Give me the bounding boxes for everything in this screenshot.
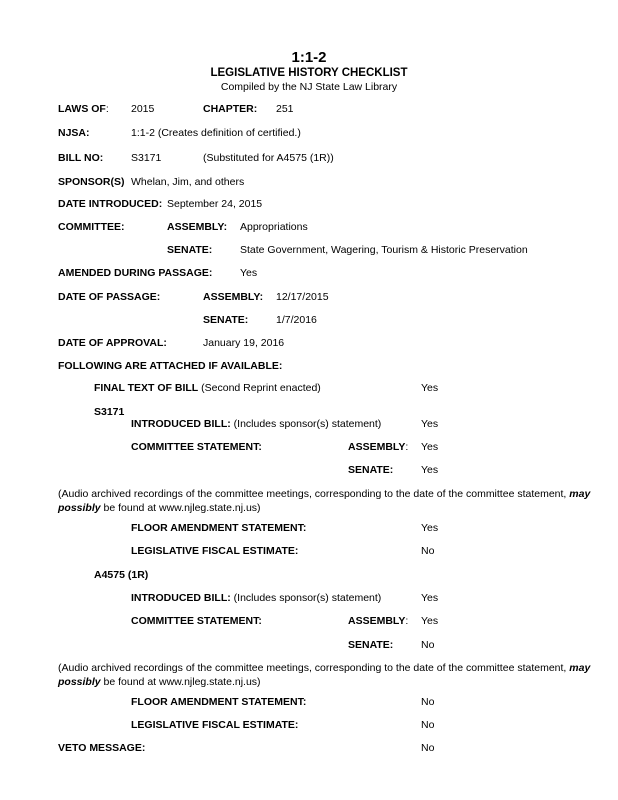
a4575-fiscal-value: No [421,719,435,731]
a4575-senate-value: No [421,639,435,651]
a4575-audio-note: (Audio archived recordings of the committee meetings, corresponding to the date of the committee statement, may possibly be found at www.njleg.state.nj.us) [58,662,591,688]
sponsors-value: Whelan, Jim, and others [131,176,245,188]
bill-no-note: (Substituted for A4575 (1R)) [203,152,334,164]
s3171-fiscal-label: LEGISLATIVE FISCAL ESTIMATE: [131,545,299,557]
bill-no-label: BILL NO: [58,152,104,164]
page-title: 1:1-2 [291,49,327,66]
a4575-assembly-value: Yes [421,615,439,627]
veto-value: No [421,742,435,754]
date-approval-label: DATE OF APPROVAL: [58,337,167,349]
a4575-committee-statement-label: COMMITTEE STATEMENT: [131,615,262,627]
final-text-row: FINAL TEXT OF BILL (Second Reprint enacted) [94,382,321,394]
date-introduced-value: September 24, 2015 [167,198,263,210]
a4575-introduced-row: INTRODUCED BILL: (Includes sponsor(s) statement) [131,592,382,604]
date-passage-label: DATE OF PASSAGE: [58,291,161,303]
a4575-assembly-label: ASSEMBLY: [348,615,409,627]
chapter-value: 251 [276,103,294,115]
compiled-by: Compiled by the NJ State Law Library [220,81,398,93]
passage-assembly-value: 12/17/2015 [276,291,329,303]
a4575-floor-value: No [421,696,435,708]
date-introduced-label: DATE INTRODUCED: [58,198,163,210]
committee-label: COMMITTEE: [58,221,125,233]
s3171-committee-statement-label: COMMITTEE STATEMENT: [131,441,262,453]
committee-senate-label: SENATE: [167,244,213,256]
veto-label: VETO MESSAGE: [58,742,146,754]
njsa-label: NJSA: [58,127,90,139]
passage-senate-value: 1/7/2016 [276,314,317,326]
a4575-heading: A4575 (1R) [94,569,149,581]
s3171-floor-label: FLOOR AMENDMENT STATEMENT: [131,522,307,534]
s3171-audio-note: (Audio archived recordings of the committee meetings, corresponding to the date of the committee statement, may possibly be found at www.njleg.state.nj.us) [58,488,591,514]
a4575-fiscal-label: LEGISLATIVE FISCAL ESTIMATE: [131,719,299,731]
s3171-assembly-label: ASSEMBLY: [348,441,409,453]
committee-senate-value: State Government, Wagering, Tourism & Historic Preservation [240,244,528,256]
laws-of-label: LAWS OF: [58,103,109,115]
page-subtitle: LEGISLATIVE HISTORY CHECKLIST [210,67,408,79]
s3171-introduced-value: Yes [421,418,439,430]
s3171-senate-label: SENATE: [348,464,394,476]
passage-senate-label: SENATE: [203,314,249,326]
s3171-introduced-row: INTRODUCED BILL: (Includes sponsor(s) statement) [131,418,382,430]
committee-assembly-label: ASSEMBLY: [167,221,228,233]
a4575-floor-label: FLOOR AMENDMENT STATEMENT: [131,696,307,708]
njsa-value: 1:1-2 (Creates definition of certified.) [131,127,301,139]
date-approval-value: January 19, 2016 [203,337,285,349]
following-label: FOLLOWING ARE ATTACHED IF AVAILABLE: [58,360,283,372]
amended-value: Yes [240,267,258,279]
s3171-fiscal-value: No [421,545,435,557]
s3171-heading: S3171 [94,406,125,418]
final-text-value: Yes [421,382,439,394]
amended-label: AMENDED DURING PASSAGE: [58,267,213,279]
passage-assembly-label: ASSEMBLY: [203,291,264,303]
bill-no-value: S3171 [131,152,162,164]
s3171-floor-value: Yes [421,522,439,534]
s3171-senate-value: Yes [421,464,439,476]
committee-assembly-value: Appropriations [240,221,308,233]
a4575-introduced-value: Yes [421,592,439,604]
s3171-assembly-value: Yes [421,441,439,453]
chapter-label: CHAPTER: [203,103,258,115]
sponsors-label: SPONSOR(S) [58,176,125,188]
laws-of-value: 2015 [131,103,155,115]
a4575-senate-label: SENATE: [348,639,394,651]
